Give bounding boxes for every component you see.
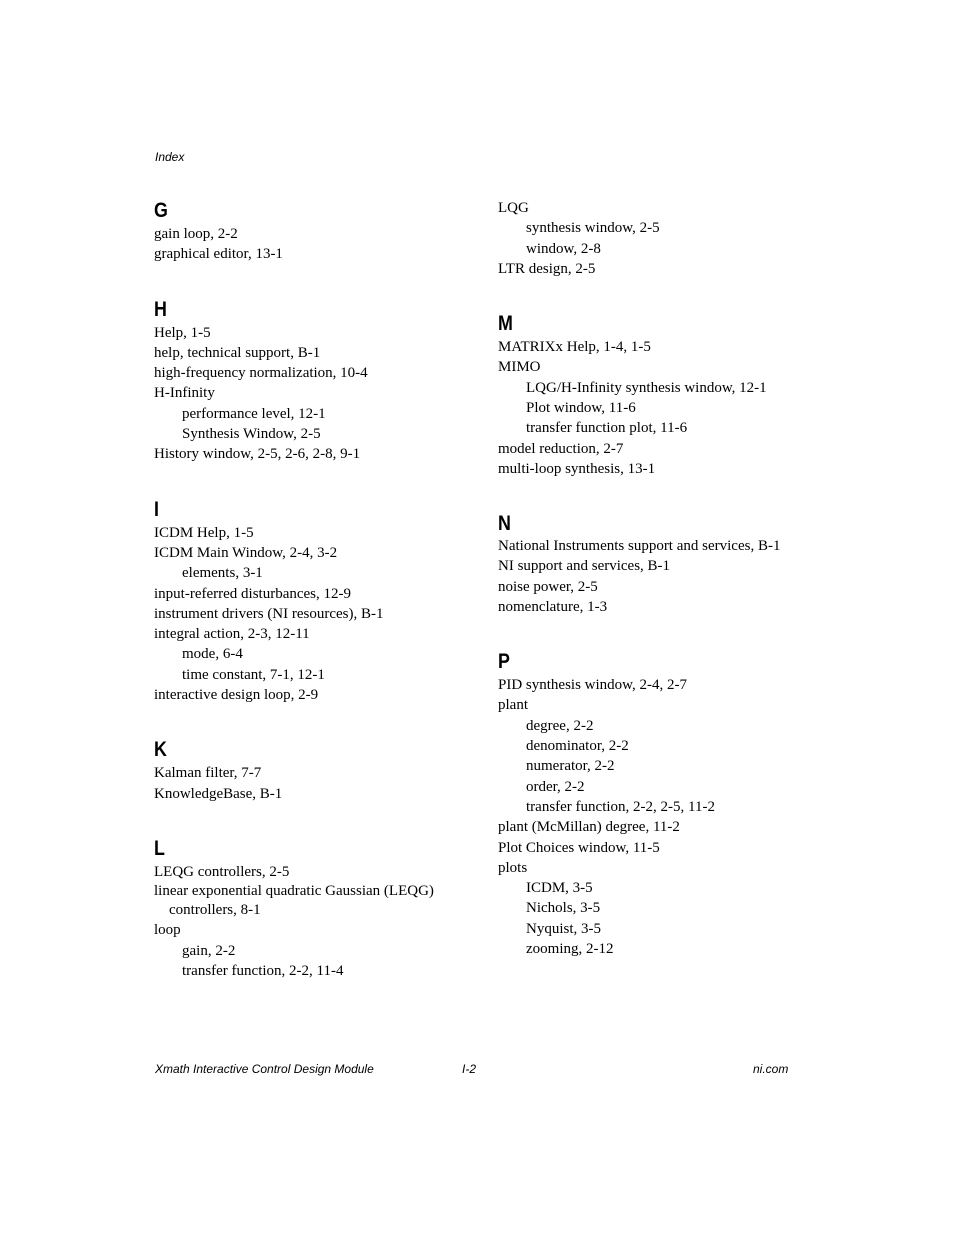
index-subentry: transfer function, 2-2, 11-4 xyxy=(182,962,344,979)
index-section xyxy=(154,297,454,465)
section-letter: G xyxy=(154,199,168,222)
section-letter: L xyxy=(154,836,165,860)
index-subentry: transfer function plot, 11-6 xyxy=(526,420,688,437)
index-entry: KnowledgeBase, B-1 xyxy=(154,785,283,802)
index-entry: ICDM Help, 1-5 xyxy=(154,524,254,541)
index-entry: LTR design, 2-5 xyxy=(498,260,596,277)
footer-page-number: I-2 xyxy=(462,1062,477,1076)
index-entry: PID synthesis window, 2-4, 2-7 xyxy=(498,677,688,694)
index-entry: MIMO xyxy=(498,359,541,376)
index-section xyxy=(154,198,454,265)
index-entry: LQG xyxy=(498,200,529,216)
index-entry: interactive design loop, 2-9 xyxy=(154,687,319,704)
index-subentry: Plot window, 11-6 xyxy=(526,400,636,417)
index-entry: ICDM Main Window, 2-4, 3-2 xyxy=(154,544,338,561)
index-subentry: Nyquist, 3-5 xyxy=(526,920,601,937)
index-entry: plots xyxy=(498,859,528,876)
index-section xyxy=(154,836,454,981)
index-entry: multi-loop synthesis, 13-1 xyxy=(498,460,656,477)
index-section xyxy=(498,511,798,617)
index-subentry: time constant, 7-1, 12-1 xyxy=(182,666,325,683)
section-letter: H xyxy=(154,297,167,321)
index-section xyxy=(498,198,798,279)
index-subentry: zooming, 2-12 xyxy=(526,941,614,958)
index-entry: NI support and services, B-1 xyxy=(498,558,671,575)
index-subentry: ICDM, 3-5 xyxy=(526,880,593,897)
index-entry: linear exponential quadratic Gaussian (LEQG) controllers, 8-1 xyxy=(154,883,434,919)
index-subentry: Nichols, 3-5 xyxy=(526,900,601,917)
index-subentry: numerator, 2-2 xyxy=(526,758,615,775)
index-entry: high-frequency normalization, 10-4 xyxy=(154,365,368,382)
index-subentry: synthesis window, 2-5 xyxy=(526,220,660,237)
index-subentry: performance level, 12-1 xyxy=(182,405,326,422)
index-column-right xyxy=(498,198,798,959)
index-entry: Kalman filter, 7-7 xyxy=(154,765,262,782)
index-entry: gain loop, 2-2 xyxy=(154,226,238,242)
index-entry: instrument drivers (NI resources), B-1 xyxy=(154,605,384,622)
index-entry: Help, 1-5 xyxy=(154,324,211,341)
index-section xyxy=(498,649,798,959)
index-entry: H-Infinity xyxy=(154,385,215,402)
index-entry: model reduction, 2-7 xyxy=(498,440,624,457)
section-letter: I xyxy=(154,497,159,521)
footer-title: Xmath Interactive Control Design Module xyxy=(155,1062,374,1076)
index-subentry: window, 2-8 xyxy=(526,240,601,257)
index-subentry: Synthesis Window, 2-5 xyxy=(182,426,321,443)
index-subentry: order, 2-2 xyxy=(526,778,585,795)
index-subentry: LQG/H-Infinity synthesis window, 12-1 xyxy=(526,379,767,396)
index-entry: help, technical support, B-1 xyxy=(154,344,321,361)
index-entry: integral action, 2-3, 12-11 xyxy=(154,626,310,643)
section-letter: K xyxy=(154,738,167,762)
index-section xyxy=(498,311,798,479)
section-letter: P xyxy=(498,650,510,674)
index-entry: loop xyxy=(154,922,181,939)
index-column-left xyxy=(154,198,454,981)
index-section xyxy=(154,497,454,706)
index-entry: Plot Choices window, 11-5 xyxy=(498,839,660,856)
index-entry: History window, 2-5, 2-6, 2-8, 9-1 xyxy=(154,446,361,463)
index-subentry: gain, 2-2 xyxy=(182,942,236,959)
index-section xyxy=(154,737,454,804)
index-entry: nomenclature, 1-3 xyxy=(498,598,608,615)
index-subentry: mode, 6-4 xyxy=(182,646,243,663)
index-entry: MATRIXx Help, 1-4, 1-5 xyxy=(498,339,651,356)
index-entry: noise power, 2-5 xyxy=(498,578,598,595)
section-letter: N xyxy=(498,512,511,536)
footer-website: ni.com xyxy=(753,1062,789,1076)
index-entry: LEQG controllers, 2-5 xyxy=(154,863,290,880)
running-head: Index xyxy=(155,150,185,164)
index-entry: plant (McMillan) degree, 11-2 xyxy=(498,819,680,836)
index-entry: plant xyxy=(498,697,528,714)
index-subentry: transfer function, 2-2, 2-5, 11-2 xyxy=(526,798,715,815)
index-entry: National Instruments support and services, B-1 xyxy=(498,538,781,555)
section-letter: M xyxy=(498,312,513,336)
index-subentry: denominator, 2-2 xyxy=(526,738,629,755)
index-subentry: elements, 3-1 xyxy=(182,565,263,582)
index-entry: input-referred disturbances, 12-9 xyxy=(154,585,352,602)
index-subentry: degree, 2-2 xyxy=(526,717,594,734)
index-entry: graphical editor, 13-1 xyxy=(154,246,283,263)
